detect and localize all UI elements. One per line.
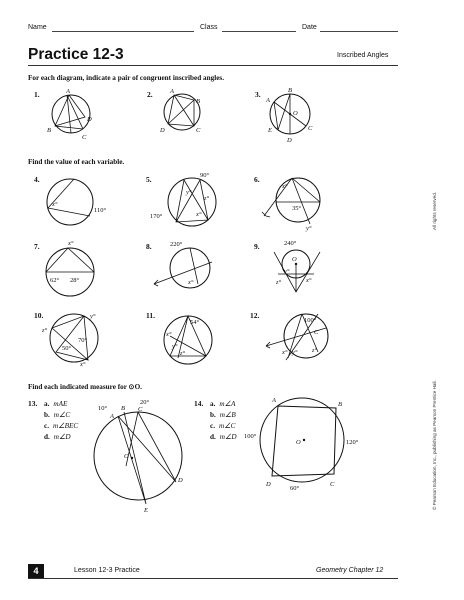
problem-10-diagram [40,308,120,372]
date-label: Date [302,24,317,31]
p13-item-b: b. m∠C [44,411,71,419]
problem-3-number: 3. [255,90,261,99]
problem-8-number: 8. [146,242,152,251]
p6-label-y: y° [306,225,312,232]
p11-label-y: y° [172,343,178,350]
p2-label-b: B [196,98,200,105]
p10-label-z: z° [42,327,48,334]
problem-6-number: 6. [254,175,260,184]
p14-label-120: 120° [346,439,359,446]
p3-label-d: D [287,137,292,144]
copyright-note: © Pearson Education, Inc., publishing as Pearson Prentice Hall. [432,380,437,510]
p9-label-o: O [292,256,297,263]
problem-12-diagram [262,308,346,372]
instruction-measures: Find each indicated measure for ⊙O. [28,383,142,391]
p14-label-a: A [272,397,276,404]
p4-label-110: 110° [94,207,107,214]
p10-label-y: y° [90,313,96,320]
p13-label-o: O [124,453,129,460]
problem-6-diagram [262,172,342,234]
p5-label-x: x° [196,211,202,218]
p7-label-62: 62° [50,277,60,284]
p11-label-z: z° [180,350,186,357]
p13-label-b: B [121,405,125,412]
p5-label-90: 90° [200,172,210,179]
p14-label-b: B [338,401,342,408]
class-line [222,31,296,32]
title-rule [28,65,398,66]
p3-label-e: E [268,127,272,134]
page-title: Practice 12-3 [28,46,124,63]
p1-label-d: D [87,116,92,123]
p6-label-x: x° [282,183,288,190]
problem-14-diagram [242,394,372,496]
p12-label-c: C [314,329,319,336]
problem-11-diagram [152,308,232,372]
problem-7-diagram [40,240,120,302]
page-number: 4 [28,564,44,578]
problem-4-number: 4. [34,175,40,184]
problem-3-diagram [264,88,334,150]
problem-14-number: 14. [194,399,204,408]
class-label: Class [200,24,218,31]
p9-label-y: y° [284,268,290,275]
p7-label-x: x° [68,240,74,247]
problem-5-number: 5. [146,175,152,184]
p13-item-c: c. m∠BEC [44,422,79,430]
p12-label-z: z° [312,347,318,354]
p10-label-50: 50° [62,345,72,352]
p4-label-x: x° [52,201,58,208]
p14-item-a: a. m∠A [210,400,236,408]
p13-label-10: 10° [98,405,108,412]
p13-item-d: d. m∠D [44,433,71,441]
p7-label-28: 28° [70,277,80,284]
footer-chapter: Geometry Chapter 12 [316,567,384,574]
instruction-congruent: For each diagram, indicate a pair of congruent inscribed angles. [28,74,224,82]
p2-label-d: D [160,127,165,134]
problem-9-number: 9. [254,242,260,251]
p13-item-a: a. mAE [44,400,68,408]
p13-label-d: D [178,477,183,484]
p14-label-d: D [266,481,271,488]
p3-label-o: O [293,110,298,117]
p13-label-c: C [138,406,143,413]
problem-1-number: 1. [34,90,40,99]
page-subtitle: Inscribed Angles [337,52,389,59]
problem-5-diagram [150,172,230,232]
p14-item-d: d. m∠D [210,433,237,441]
footer-lesson: Lesson 12-3 Practice [74,567,140,574]
p10-label-x: x° [80,361,86,368]
problem-13-number: 13. [28,399,38,408]
p6-label-35: 35° [292,205,302,212]
p1-label-b: B [47,127,51,134]
p5-label-170: 170° [150,213,163,220]
problem-9-diagram [266,240,346,302]
p11-label-54: 54° [190,319,200,326]
instruction-variables: Find the value of each variable. [28,158,125,166]
problem-8-diagram [150,240,230,302]
p12-label-100: 100° [304,317,317,324]
p3-label-a: A [266,97,270,104]
p14-label-o: O [296,439,301,446]
name-line [52,31,194,32]
p14-item-c: c. m∠C [210,422,236,430]
problem-2-number: 2. [147,90,153,99]
p12-label-y: y° [292,349,298,356]
footer-rule [28,578,398,579]
p14-item-b: b. m∠B [210,411,236,419]
p3-label-b: B [288,87,292,94]
p1-label-a: A [66,88,70,95]
p8-label-220: 220° [170,241,183,248]
p12-label-x: x° [282,349,288,356]
p11-label-x: x° [166,331,172,338]
name-label: Name [28,24,47,31]
p1-label-c: C [82,134,87,141]
p13-label-20: 20° [140,399,150,406]
p14-label-60: 60° [290,485,300,492]
problem-11-number: 11. [146,311,155,320]
problem-13-diagram [96,396,196,514]
problem-14-items [210,399,237,443]
p8-label-x: x° [188,279,194,286]
p14-label-c: C [330,481,335,488]
problem-13-items [44,399,78,443]
p2-label-c: C [196,127,201,134]
p9-label-240: 240° [284,240,297,247]
p13-label-e: E [144,507,148,514]
p5-label-z: z° [204,195,210,202]
problem-10-number: 10. [34,311,44,320]
problem-12-number: 12. [250,311,260,320]
problem-1-diagram [45,88,105,146]
problem-7-number: 7. [34,242,40,251]
p5-label-y: y° [186,189,192,196]
p9-label-x: x° [306,277,312,284]
p9-label-z: z° [276,279,282,286]
p10-label-70: 70° [78,337,88,344]
p2-label-a: A [170,88,174,95]
p13-label-a: A [110,413,114,420]
problem-4-diagram [40,172,120,232]
p3-label-c: C [308,125,313,132]
date-line [320,31,398,32]
p14-label-100: 100° [244,433,257,440]
rights-note: All rights reserved. [432,191,437,230]
problem-2-diagram [158,88,218,146]
